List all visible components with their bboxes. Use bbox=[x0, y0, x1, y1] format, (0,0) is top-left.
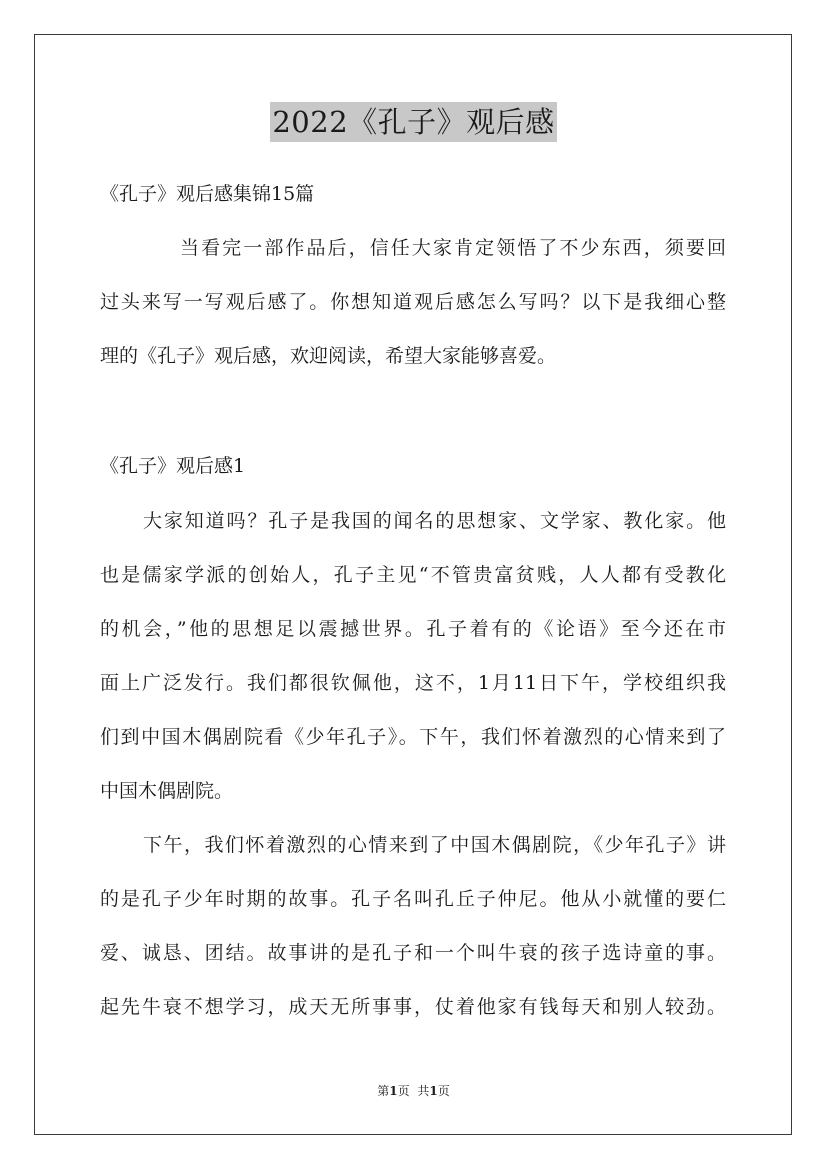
paragraph-1-line-5: 们到中国木偶剧院看《少年孔子》。下午，我们怀着激烈的心情来到了 bbox=[100, 726, 726, 748]
paragraph-2-line-1: 下午，我们怀着激烈的心情来到了中国木偶剧院，《少年孔子》讲 bbox=[143, 834, 726, 856]
total-pages: 1 bbox=[429, 1084, 438, 1098]
intro-line-1: 当看完一部作品后，信任大家肯定领悟了不少东西，须要回 bbox=[180, 237, 726, 259]
title-container bbox=[0, 102, 827, 142]
paragraph-2-line-3: 爱、诚恳、团结。故事讲的是孔子和一个叫牛衰的孩子选诗童的事。 bbox=[100, 942, 726, 964]
paragraph-1-line-6: 中国木偶剧院。 bbox=[100, 780, 234, 802]
section-heading: 《孔子》观后感1 bbox=[100, 455, 246, 477]
paragraph-1-line-1: 大家知道吗？孔子是我国的闻名的思想家、文学家、教化家。他 bbox=[143, 510, 726, 532]
intro-line-3: 理的《孔子》观后感，欢迎阅读，希望大家能够喜爱。 bbox=[100, 345, 557, 367]
intro-line-2: 过头来写一写观后感了。你想知道观后感怎么写吗？以下是我细心整 bbox=[100, 291, 726, 313]
paragraph-1-line-2: 也是儒家学派的创始人，孔子主见“不管贵富贫贱，人人都有受教化 bbox=[100, 564, 726, 586]
total-prefix: 共 bbox=[417, 1084, 430, 1098]
total-suffix: 页 bbox=[437, 1084, 450, 1098]
page-number: 1 bbox=[389, 1084, 398, 1098]
page-footer bbox=[0, 1083, 827, 1099]
document-title: 2022《孔子》观后感 bbox=[270, 102, 556, 142]
paragraph-2-line-4: 起先牛衰不想学习，成天无所事事，仗着他家有钱每天和别人较劲。 bbox=[100, 996, 726, 1018]
document-subtitle: 《孔子》观后感集锦15篇 bbox=[100, 183, 315, 205]
paragraph-1-line-3: 的机会，”他的思想足以震撼世界。孔子着有的《论语》至今还在市 bbox=[100, 618, 726, 640]
page-suffix: 页 bbox=[397, 1084, 410, 1098]
page-prefix: 第 bbox=[377, 1084, 390, 1098]
paragraph-2-line-2: 的是孔子少年时期的故事。孔子名叫孔丘子仲尼。他从小就懂的要仁 bbox=[100, 888, 726, 910]
paragraph-1-line-4: 面上广泛发行。我们都很钦佩他，这不，1月11日下午，学校组织我 bbox=[100, 672, 726, 694]
